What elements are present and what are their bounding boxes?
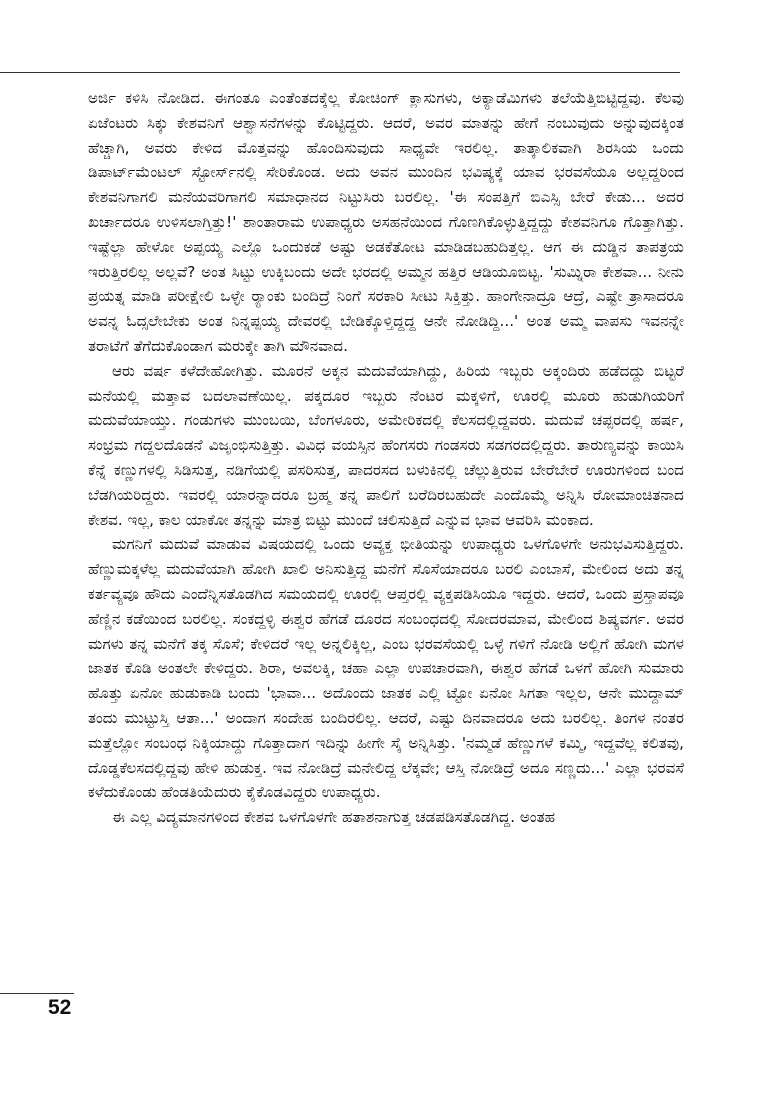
paragraph-1: ಅರ್ಜಿ ಕಳಿಸಿ ನೋಡಿದ. ಈಗಂತೂ ಎಂತೆಂತದಕ್ಕೆಲ್ಲ ಕೋಚಿಂಗ್ ಕ್ಲಾಸುಗಳು, ಅಕ್ಯಾಡೆಮಿಗಳು ತಲೆಯೆತ್ತಿಬಿಟ್ಟಿದ್ದವು. ಕೆಲವು ಏಜೆಂಟರು ಸಿಕ್ಕು ಕೇಶವನಿಗೆ ಆಶ್ವಾಸನೆಗಳನ್ನು ಕೊಟ್ಟಿದ್ದರು. ಆದರೆ, ಅವರ ಮಾತನ್ನು ಹೇಗೆ ನಂಬುವುದು ಅನ್ನುವುದಕ್ಕಿಂತ ಹೆಚ್ಚಾಗಿ, ಅವರು ಕೇಳಿದ ಮೊತ್ತವನ್ನು ಹೊಂದಿಸುವುದು ಸಾಧ್ಯವೇ ಇರಲಿಲ್ಲ. ತಾತ್ಕಾಲಿಕವಾಗಿ ಶಿರಸಿಯ ಒಂದು ಡಿಪಾರ್ಟ್‌ಮೆಂಟಲ್ ಸ್ಟೋರ್ಸ್‌ನಲ್ಲಿ ಸೇರಿಕೊಂಡ. ಅದು ಅವನ ಮುಂದಿನ ಭವಿಷ್ಯಕ್ಕೆ ಯಾವ ಭರವಸೆಯೂ ಅಲ್ಲದ್ದರಿಂದ ಕೇಶವನಿಗಾಗಲಿ ಮನೆಯವರಿಗಾಗಲಿ ಸಮಾಧಾನದ ನಿಟ್ಟುಸಿರು ಬರಲಿಲ್ಲ. 'ಈ ಸಂಪತ್ತಿಗೆ ಬಿಎಸ್ಸಿ ಬೇರೆ ಕೇಡು... ಅದರ ಖರ್ಚಾದರೂ ಉಳಿಸಲಾಗ್ತಿತ್ತು!' ಶಾಂತಾರಾಮ ಉಪಾಧ್ಯರು ಅಸಹನೆಯಿಂದ ಗೊಣಗಿಕೊಳ್ಳುತ್ತಿದ್ದದ್ದು ಕೇಶವನಿಗೂ ಗೊತ್ತಾಗಿತ್ತು. ಇಷ್ಟೆಲ್ಲಾ ಹೇಳೋ ಅಪ್ಪಯ್ಯ ಎಲ್ಲೊ ಒಂದುಕಡೆ ಅಷ್ಟು ಅಡಕೆತೋಟ ಮಾಡಿಡಬಹುದಿತ್ತಲ್ಲ. ಆಗ ಈ ದುಡ್ಡಿನ ತಾಪತ್ರಯ ಇರುತ್ತಿರಲಿಲ್ಲ ಅಲ್ಲವೆ? ಅಂತ ಸಿಟ್ಟು ಉಕ್ಕಿಬಂದು ಅದೇ ಭರದಲ್ಲಿ ಅಮ್ಮನ ಹತ್ತಿರ ಆಡಿಯೂಬಿಟ್ಟ. 'ಸುಮ್ನಿರಾ ಕೇಶವಾ... ನೀನು ಪ್ರಯತ್ನ ಮಾಡಿ ಪರೀಕ್ಷೇಲಿ ಒಳ್ಳೇ ರ‍್ಯಾಂಕು ಬಂದಿದ್ರೆ ನಿಂಗೆ ಸರಕಾರಿ ಸೀಟು ಸಿಕ್ತಿತ್ತು. ಹಾಂಗೇನಾದ್ರೂ ಆದ್ರೆ, ಎಷ್ಟೇ ತ್ರಾಸಾದರೂ ಅವನ್ನ ಓದ್ಸಲೇಬೇಕು ಅಂತ ನಿನ್ನಪ್ಪಯ್ಯ ದೇವರಲ್ಲಿ ಬೇಡಿಕ್ಕೊಳ್ತಿದ್ದದ್ದ ಆನೇ ನೋಡಿದ್ದಿ...' ಅಂತ ಅಮ್ಮ ವಾಪಸು ಇವನನ್ನೇ ತರಾಟೆಗೆ ತೆಗೆದುಕೊಂಡಾಗ ಮರುಕ್ಕೇ ತಾಗಿ ಮೌನವಾದ. xyxy=(88,89,684,355)
paragraph-3: ಮಗನಿಗೆ ಮದುವೆ ಮಾಡುವ ವಿಷಯದಲ್ಲಿ ಒಂದು ಅವ್ಯಕ್ತ ಭೀತಿಯನ್ನು ಉಪಾಧ್ಯರು ಒಳಗೊಳಗೇ ಅನುಭವಿಸುತ್ತಿದ್ದರು. ಹೆಣ್ಣುಮಕ್ಕಳೆಲ್ಲ ಮದುವೆಯಾಗಿ ಹೋಗಿ ಖಾಲಿ ಅನಿಸುತ್ತಿದ್ದ ಮನೆಗೆ ಸೊಸೆಯಾದರೂ ಬರಲಿ ಎಂಬಾಸೆ, ಮೇಲಿಂದ ಅದು ತನ್ನ ಕರ್ತವ್ಯವೂ ಹೌದು ಎಂದೆನ್ನಿಸತೊಡಗಿದ ಸಮಯದಲ್ಲಿ ಊರಲ್ಲಿ ಆಪ್ತರಲ್ಲಿ ವ್ಯಕ್ತಪಡಿಸಿಯೂ ಇದ್ದರು. ಆದರೆ, ಒಂದು ಪ್ರಸ್ತಾಪವೂ ಹೆಣ್ಣಿನ ಕಡೆಯಿಂದ ಬರಲಿಲ್ಲ. ಸಂಕದ್ದಳ್ಳಿ ಈಶ್ವರ ಹೆಗಡೆ ದೂರದ ಸಂಬಂಧದಲ್ಲಿ ಸೋದರಮಾವ, ಮೇಲಿಂದ ಶಿಷ್ಯವರ್ಗ. ಅವರ ಮಗಳು ತನ್ನ ಮನೆಗೆ ತಕ್ಕ ಸೊಸೆ; ಕೇಳಿದರೆ ಇಲ್ಲ ಅನ್ನಲಿಕ್ಕಿಲ್ಲ, ಎಂಬ ಭರವಸೆಯಲ್ಲಿ ಒಳ್ಳೆ ಗಳಿಗೆ ನೋಡಿ ಅಲ್ಲಿಗೆ ಹೋಗಿ ಮಗಳ ಜಾತಕ ಕೊಡಿ ಅಂತಲೇ ಕೇಳಿದ್ದರು. ಶಿರಾ, ಅವಲಕ್ಕಿ, ಚಹಾ ಎಲ್ಲಾ ಉಪಚಾರವಾಗಿ, ಈಶ್ವರ ಹೆಗಡೆ ಒಳಗೆ ಹೋಗಿ ಸುಮಾರು ಹೊತ್ತು ಏನೋ ಹುಡುಕಾಡಿ ಬಂದು 'ಭಾವಾ... ಅದೊಂದು ಜಾತಕ ಎಲ್ಲಿ ಟ್ಟೋ ಏನೋ ಸಿಗತಾ ಇಲ್ಲಲ, ಆನೇ ಮುದ್ದಾಮ್ ತಂದು ಮುಟ್ಟುಸ್ತಿ ಆತಾ...' ಅಂದಾಗ ಸಂದೇಹ ಬಂದಿರಲಿಲ್ಲ. ಆದರೆ, ಎಷ್ಟು ದಿನವಾದರೂ ಅದು ಬರಲಿಲ್ಲ. ತಿಂಗಳ ನಂತರ ಮತ್ತೆಲ್ಲೋ ಸಂಬಂಧ ನಿಕ್ಕಿಯಾದ್ದು ಗೊತ್ತಾದಾಗ ಇದಿನ್ನು ಹೀಗೇ ಸೈ ಅನ್ನಿಸಿತ್ತು. 'ನಮ್ಮಡೆ ಹೆಣ್ಣುಗಳೆ ಕಮ್ಮಿ, ಇದ್ದವೆಲ್ಲ ಕಲಿತವು, ದೊಡ್ಡಕೆಲಸದಲ್ಲಿದ್ದವು ಹೇಳಿ ಹುಡುಕ್ತ. ಇವ ನೋಡಿದ್ರೆ ಮನೇಲಿದ್ದ ಲೆಕ್ಕವೇ; ಆಸ್ತಿ ನೋಡಿದ್ರೆ ಅದೂ ಸಣ್ಣದು...' ಎಲ್ಲಾ ಭರವಸೆ ಕಳೆದುಕೊಂಡು ಹೆಂಡತಿಯೆದುರು ಕೈಕೊಡವಿದ್ದರು ಉಪಾಧ್ಯರು. xyxy=(88,535,684,802)
page-number: 52 xyxy=(48,996,72,1019)
paragraph-4: ಈ ಎಲ್ಲ ವಿದ್ಯಮಾನಗಳಿಂದ ಕೇಶವ ಒಳಗೊಳಗೇ ಹತಾಶನಾಗುತ್ತ ಚಡಪಡಿಸತೊಡಗಿದ್ದ. ಅಂತಹ xyxy=(112,808,556,827)
footer-rule xyxy=(0,993,74,994)
paragraph-2: ಆರು ವರ್ಷ ಕಳೆದೇಹೋಗಿತ್ತು. ಮೂರನೆ ಅಕ್ಕನ ಮದುವೆಯಾಗಿದ್ದು, ಹಿರಿಯ ಇಬ್ಬರು ಅಕ್ಕಂದಿರು ಹಡೆದದ್ದು ಬಿಟ್ಟರೆ ಮನೆಯಲ್ಲಿ ಮತ್ತಾವ ಬದಲಾವಣೆಯಿಲ್ಲ. ಪಕ್ಕದೂರ ಇಬ್ಬರು ನೆಂಟರ ಮಕ್ಕಳಿಗೆ, ಊರಲ್ಲಿ ಮೂರು ಹುಡುಗಿಯರಿಗೆ ಮದುವೆಯಾಯ್ತು. ಗಂಡುಗಳು ಮುಂಬಯಿ, ಬೆಂಗಳೂರು, ಅಮೇರಿಕದಲ್ಲಿ ಕೆಲಸದಲ್ಲಿದ್ದವರು. ಮದುವೆ ಚಪ್ಪರದಲ್ಲಿ ಹರ್ಷ, ಸಂಭ್ರಮ ಗದ್ದಲದೊಡನೆ ವಿಜೃಂಭಿಸುತ್ತಿತ್ತು. ವಿವಿಧ ವಯಸ್ಸಿನ ಹೆಂಗಸರು ಗಂಡಸರು ಸಡಗರದಲ್ಲಿದ್ದರು. ತಾರುಣ್ಯವನ್ನು ಕಾಯಿಸಿ ಕೆನ್ನೆ ಕಣ್ಣುಗಳಲ್ಲಿ ಸಿಡಿಸುತ್ತ, ನಡಿಗೆಯಲ್ಲಿ ಪಸರಿಸುತ್ತ, ಪಾದರಸದ ಬಳುಕಿನಲ್ಲಿ ಚೆಲ್ಲುತ್ತಿರುವ ಬೇರೆಬೇರೆ ಊರುಗಳಿಂದ ಬಂದ ಬೆಡಗಿಯರಿದ್ದರು. ಇವರಲ್ಲಿ ಯಾರನ್ನಾದರೂ ಬ್ರಹ್ಮ ತನ್ನ ಪಾಲಿಗೆ ಬರೆದಿರಬಹುದೇ ಎಂದೊಮ್ಮೆ ಅನ್ನಿಸಿ ರೋಮಾಂಚಿತನಾದ ಕೇಶವ. ಇಲ್ಲ, ಕಾಲ ಯಾಕೋ ತನ್ನನ್ನು ಮಾತ್ರ ಬಿಟ್ಟು ಮುಂದೆ ಚಲಿಸುತ್ತಿದೆ ಎನ್ನುವ ಭಾವ ಆವರಿಸಿ ಮಂಕಾದ. xyxy=(88,361,684,529)
body-text xyxy=(88,86,684,830)
header-rule xyxy=(0,72,680,73)
